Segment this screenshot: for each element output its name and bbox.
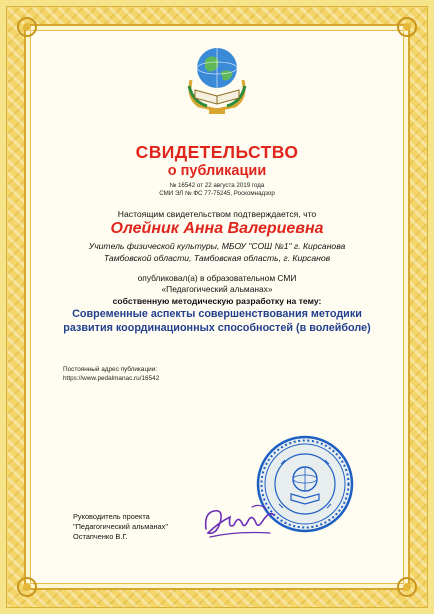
globe-book-emblem-icon	[185, 40, 249, 116]
certificate-subtitle: о публикации	[167, 163, 267, 179]
publication-url[interactable]: https://www.pedalmanac.ru/16542	[63, 375, 160, 382]
publication-theme: Современные аспекты совершенствования методики развития координационных способностей (в волейболе)	[63, 308, 371, 334]
recipient-name: Олейник Анна Валериевна	[110, 220, 324, 237]
corner-ornament-icon	[14, 574, 40, 600]
address-label: Постоянный адрес публикации:	[63, 366, 158, 373]
leader-title: Руководитель проекта	[73, 512, 150, 521]
signature-icon	[200, 493, 278, 543]
leader-name: Остапченко В.Г.	[73, 532, 128, 541]
certificate-number: № 16542 от 22 августа 2019 года	[169, 182, 265, 189]
work-label: собственную методическую разработку на тему:	[112, 296, 322, 306]
corner-ornament-icon	[14, 14, 40, 40]
registration-info: СМИ ЭЛ № ФС 77-75245, Роскомнадзор	[159, 190, 275, 197]
recipient-location: Тамбовской области, Тамбовская область, г. Кирсанов	[103, 253, 331, 263]
media-name: «Педагогический альманах»	[161, 284, 273, 294]
corner-ornament-icon	[394, 574, 420, 600]
corner-ornament-icon	[394, 14, 420, 40]
recipient-position: Учитель физической культуры, МБОУ "СОШ №1" г. Кирсанова	[88, 241, 346, 251]
confirmation-text: Настоящим свидетельством подтверждается, что	[117, 209, 317, 219]
project-name: "Педагогический альманах"	[73, 522, 168, 531]
certificate-title: СВИДЕТЕЛЬСТВО	[135, 142, 299, 162]
published-text: опубликовал(а) в образовательном СМИ	[137, 273, 297, 283]
